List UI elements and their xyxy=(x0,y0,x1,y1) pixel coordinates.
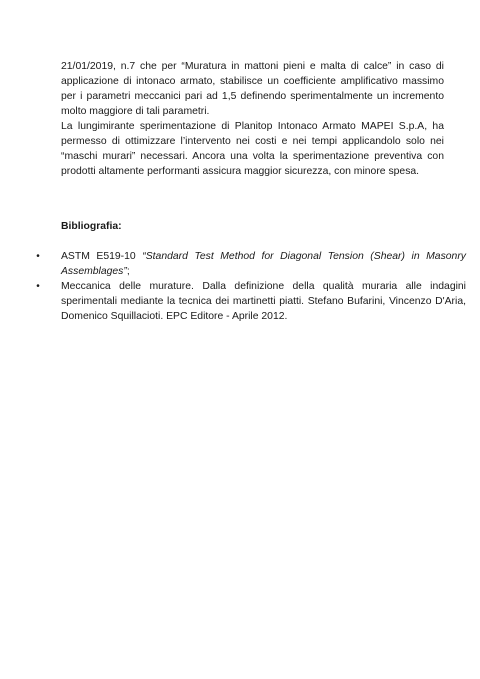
bibliography-item-text xyxy=(61,279,466,324)
bibliography-list xyxy=(36,249,466,324)
bibliography-item xyxy=(36,279,466,324)
document-content xyxy=(36,59,466,324)
bibliography-item-title: “Standard Test Method for Diagonal Tension (Shear) in Masonry Assemblages” xyxy=(61,251,466,277)
bibliography-item-text xyxy=(61,249,466,279)
body-paragraph-1: 21/01/2019, n.7 che per “Muratura in mattoni pieni e malta di calce” in caso di applicazione di intonaco armato, stabilisce un coefficiente amplificativo massimo per i parametri meccanici pari ad 1,5 definendo sperimentalmente un incremento molto maggiore di tali parametri. xyxy=(61,61,444,117)
bullet-icon: • xyxy=(36,251,40,262)
bibliography-item-suffix: ; xyxy=(126,266,130,277)
body-paragraph-2: La lungimirante sperimentazione di Planitop Intonaco Armato MAPEI S.p.A, ha permesso di ottimizzare l’intervento nei costi e nei tempi applicandolo solo nei “maschi murari” necessari. Ancora una volta la sperimentazione preventiva con prodotti altamente performanti assicura maggior sicurezza, con minore spesa. xyxy=(61,121,444,177)
bibliography-item xyxy=(36,249,466,279)
bibliography-item-prefix: Meccanica delle murature. Dalla definizione della qualità muraria alle indagini sperimentali mediante la tecnica dei martinetti piatti. Stefano Bufarini, Vincenzo D'Aria, Domenico Squillacioti. EPC Editore - Aprile 2012. xyxy=(61,281,466,322)
bibliography-heading: Bibliografia: xyxy=(61,221,122,232)
bibliography-item-prefix: ASTM E519-10 xyxy=(61,251,143,262)
bullet-icon: • xyxy=(36,281,40,292)
